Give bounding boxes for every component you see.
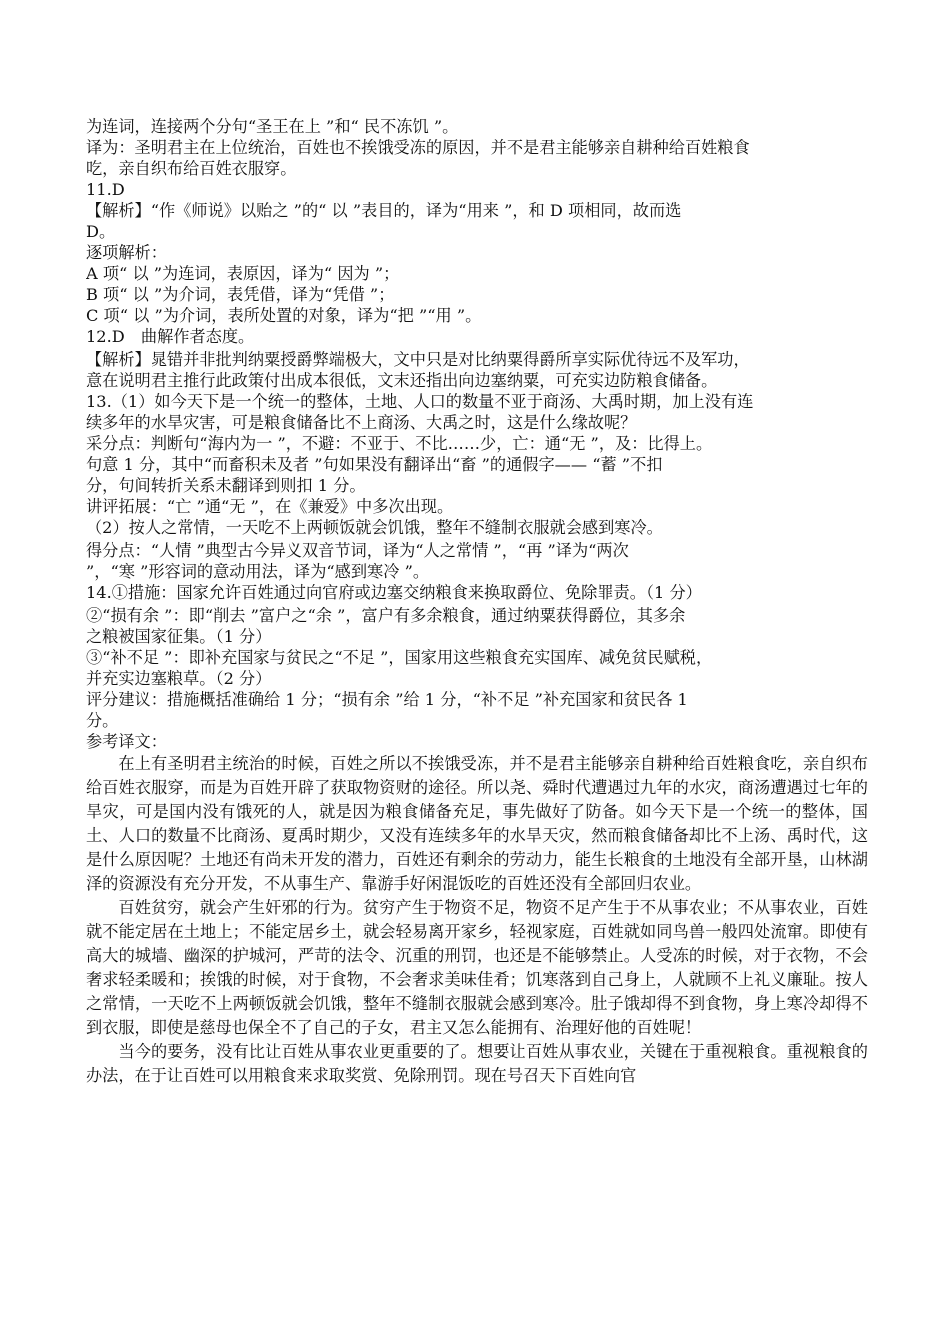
reference-translation-paragraph: 在上有圣明君主统治的时候，百姓之所以不挨饿受冻，并不是君主能够亲自耕种给百姓粮食吃，亲自织布给百姓衣服穿，而是为百姓开辟了获取物资财的途径。所以尧、舜时代遭遇过九年的水灾，商汤遭遇过七年的旱灾，可是国内没有饿死的人，就是因为粮食储备充足，事先做好了防备。如今天下是一个统一的整体，国土、人口的数量不比商汤、夏禹时期少，又没有连续多年的水旱天灾，然而粮食储备却比不上汤、禹时代，这是什么原因呢？土地还有尚未开发的潜力，百姓还有剩余的劳动力，能生长粮食的土地没有全部开垦，山林湖泽的资源没有充分开发，不从事生产、靠游手好闲混饭吃的百姓还没有全部回归农业。 bbox=[86, 754, 868, 893]
option-analysis-c: C 项“ 以 ”为介词，表所处置的对象，译为“把 ”“用 ”。 bbox=[86, 306, 482, 325]
reference-translation-paragraph: 百姓贫穷，就会产生奸邪的行为。贫穷产生于物资不足，物资不足产生于不从事农业；不从事农业，百姓就不能定居在土地上；不能定居乡土，就会轻易离开家乡，轻视家庭，百姓就如同鸟兽一般四处流窜。即使有高大的城墙、幽深的护城河，严苛的法令、沉重的刑罚，也还是不能够禁止。人受冻的时候，对于衣物，不会奢求轻柔暖和；挨饿的时候，对于食物，不会奢求美味佳肴；饥寒落到自己身上，人就顾不上礼义廉耻。按人之常情，一天吃不上两顿饭就会饥饿，整年不缝制衣服就会感到寒冷。肚子饿却得不到食物，身上寒冷却得不到衣服，即使是慈母也保全不了自己的子女，君主又怎么能拥有、治理好他的百姓呢！ bbox=[86, 898, 868, 1037]
answer-line: 14.①措施：国家允许百姓通过向官府或边塞交纳粮食来换取爵位、免除罪责。（1 分） bbox=[86, 583, 702, 602]
scoring-point: 句意 1 分，其中“而畜积未及者 ”句如果没有翻译出“畜 ”的通假字—— “蓄 ”不扣 bbox=[86, 455, 663, 474]
question-number: 12.D 曲解作者态度。 bbox=[86, 327, 255, 346]
analysis-line: 【解析】晁错并非批判纳粟授爵弊端极大，文中只是对比纳粟得爵所享实际优待远不及军功， bbox=[86, 350, 750, 369]
reference-translation-paragraph: 当今的要务，没有比让百姓从事农业更重要的了。想要让百姓从事农业，关键在于重视粮食。重视粮食的办法，在于让百姓可以用粮食来求取奖赏、免除刑罚。现在号召天下百姓向官 bbox=[86, 1042, 868, 1085]
translation-answer: （2）按人之常情，一天吃不上两顿饭就会饥饿，整年不缝制衣服就会感到寒冷。 bbox=[86, 518, 663, 537]
analysis-heading: 逐项解析： bbox=[86, 243, 167, 262]
analysis-line: 【解析】“作《师说》以贻之 ”的“ 以 ”表目的，译为“用来 ”，和 D 项相同，故而选 bbox=[86, 201, 682, 220]
answer-line: 译为：圣明君主在上位统治，百姓也不挨饿受冻的原因，并不是君主能够亲自耕种给百姓粮食 bbox=[86, 138, 750, 157]
translation-answer: 13.（1）如今天下是一个统一的整体，土地、人口的数量不亚于商汤、大禹时期，加上没有连 bbox=[86, 392, 754, 411]
answer-line: 为连词，连接两个分句“圣王在上 ”和“ 民不冻饥 ”。 bbox=[86, 117, 459, 136]
answer-line: 之粮被国家征集。（1 分） bbox=[86, 627, 272, 646]
scoring-suggestion: 分。 bbox=[86, 711, 119, 730]
answer-line: ②“损有余 ”：即“削去 ”富户之“余 ”，富户有多余粮食，通过纳粟获得爵位，其多余 bbox=[86, 606, 686, 625]
answer-line: 并充实边塞粮草。（2 分） bbox=[86, 669, 272, 688]
translation-answer: 续多年的水旱灾害，可是粮食储备比不上商汤、大禹之时，这是什么缘故呢？ bbox=[86, 413, 637, 432]
reference-translation-heading: 参考译文： bbox=[86, 732, 167, 751]
answer-line: ③“补不足 ”：即补充国家与贫民之“不足 ”，国家用这些粮食充实国库、减免贫民赋税， bbox=[86, 648, 713, 667]
analysis-line: 意在说明君主推行此政策付出成本很低，文末还指出向边塞纳粟，可充实边防粮食储备。 bbox=[86, 371, 718, 390]
answer-line: 吃，亲自织布给百姓衣服穿。 bbox=[86, 159, 297, 178]
question-number: 11.D bbox=[86, 180, 125, 199]
option-analysis-b: B 项“ 以 ”为介词，表凭借，译为“凭借 ”； bbox=[86, 285, 395, 304]
analysis-line: D。 bbox=[86, 222, 116, 241]
option-analysis-a: A 项“ 以 ”为连词，表原因，译为“ 因为 ”； bbox=[86, 264, 400, 283]
commentary-line: 讲评拓展：“亡 ”通“无 ”，在《兼爱》中多次出现。 bbox=[86, 497, 454, 516]
scoring-suggestion: 评分建议：措施概括准确给 1 分；“损有余 ”给 1 分，“补不足 ”补充国家和贫民各 1 bbox=[86, 690, 688, 709]
scoring-point: ”，“寒 ”形容词的意动用法，译为“感到寒冷 ”。 bbox=[86, 562, 430, 581]
scoring-point: 采分点：判断句“海内为一 ”，不避：不亚于、不比……少，亡：通“无 ”，及：比得上。 bbox=[86, 434, 713, 453]
scoring-point: 分，句间转折关系未翻译到则扣 1 分。 bbox=[86, 476, 366, 495]
scoring-point: 得分点：“人情 ”典型古今异义双音节词，译为“人之常情 ”，“再 ”译为“两次 bbox=[86, 541, 629, 560]
document-page bbox=[86, 116, 868, 1088]
